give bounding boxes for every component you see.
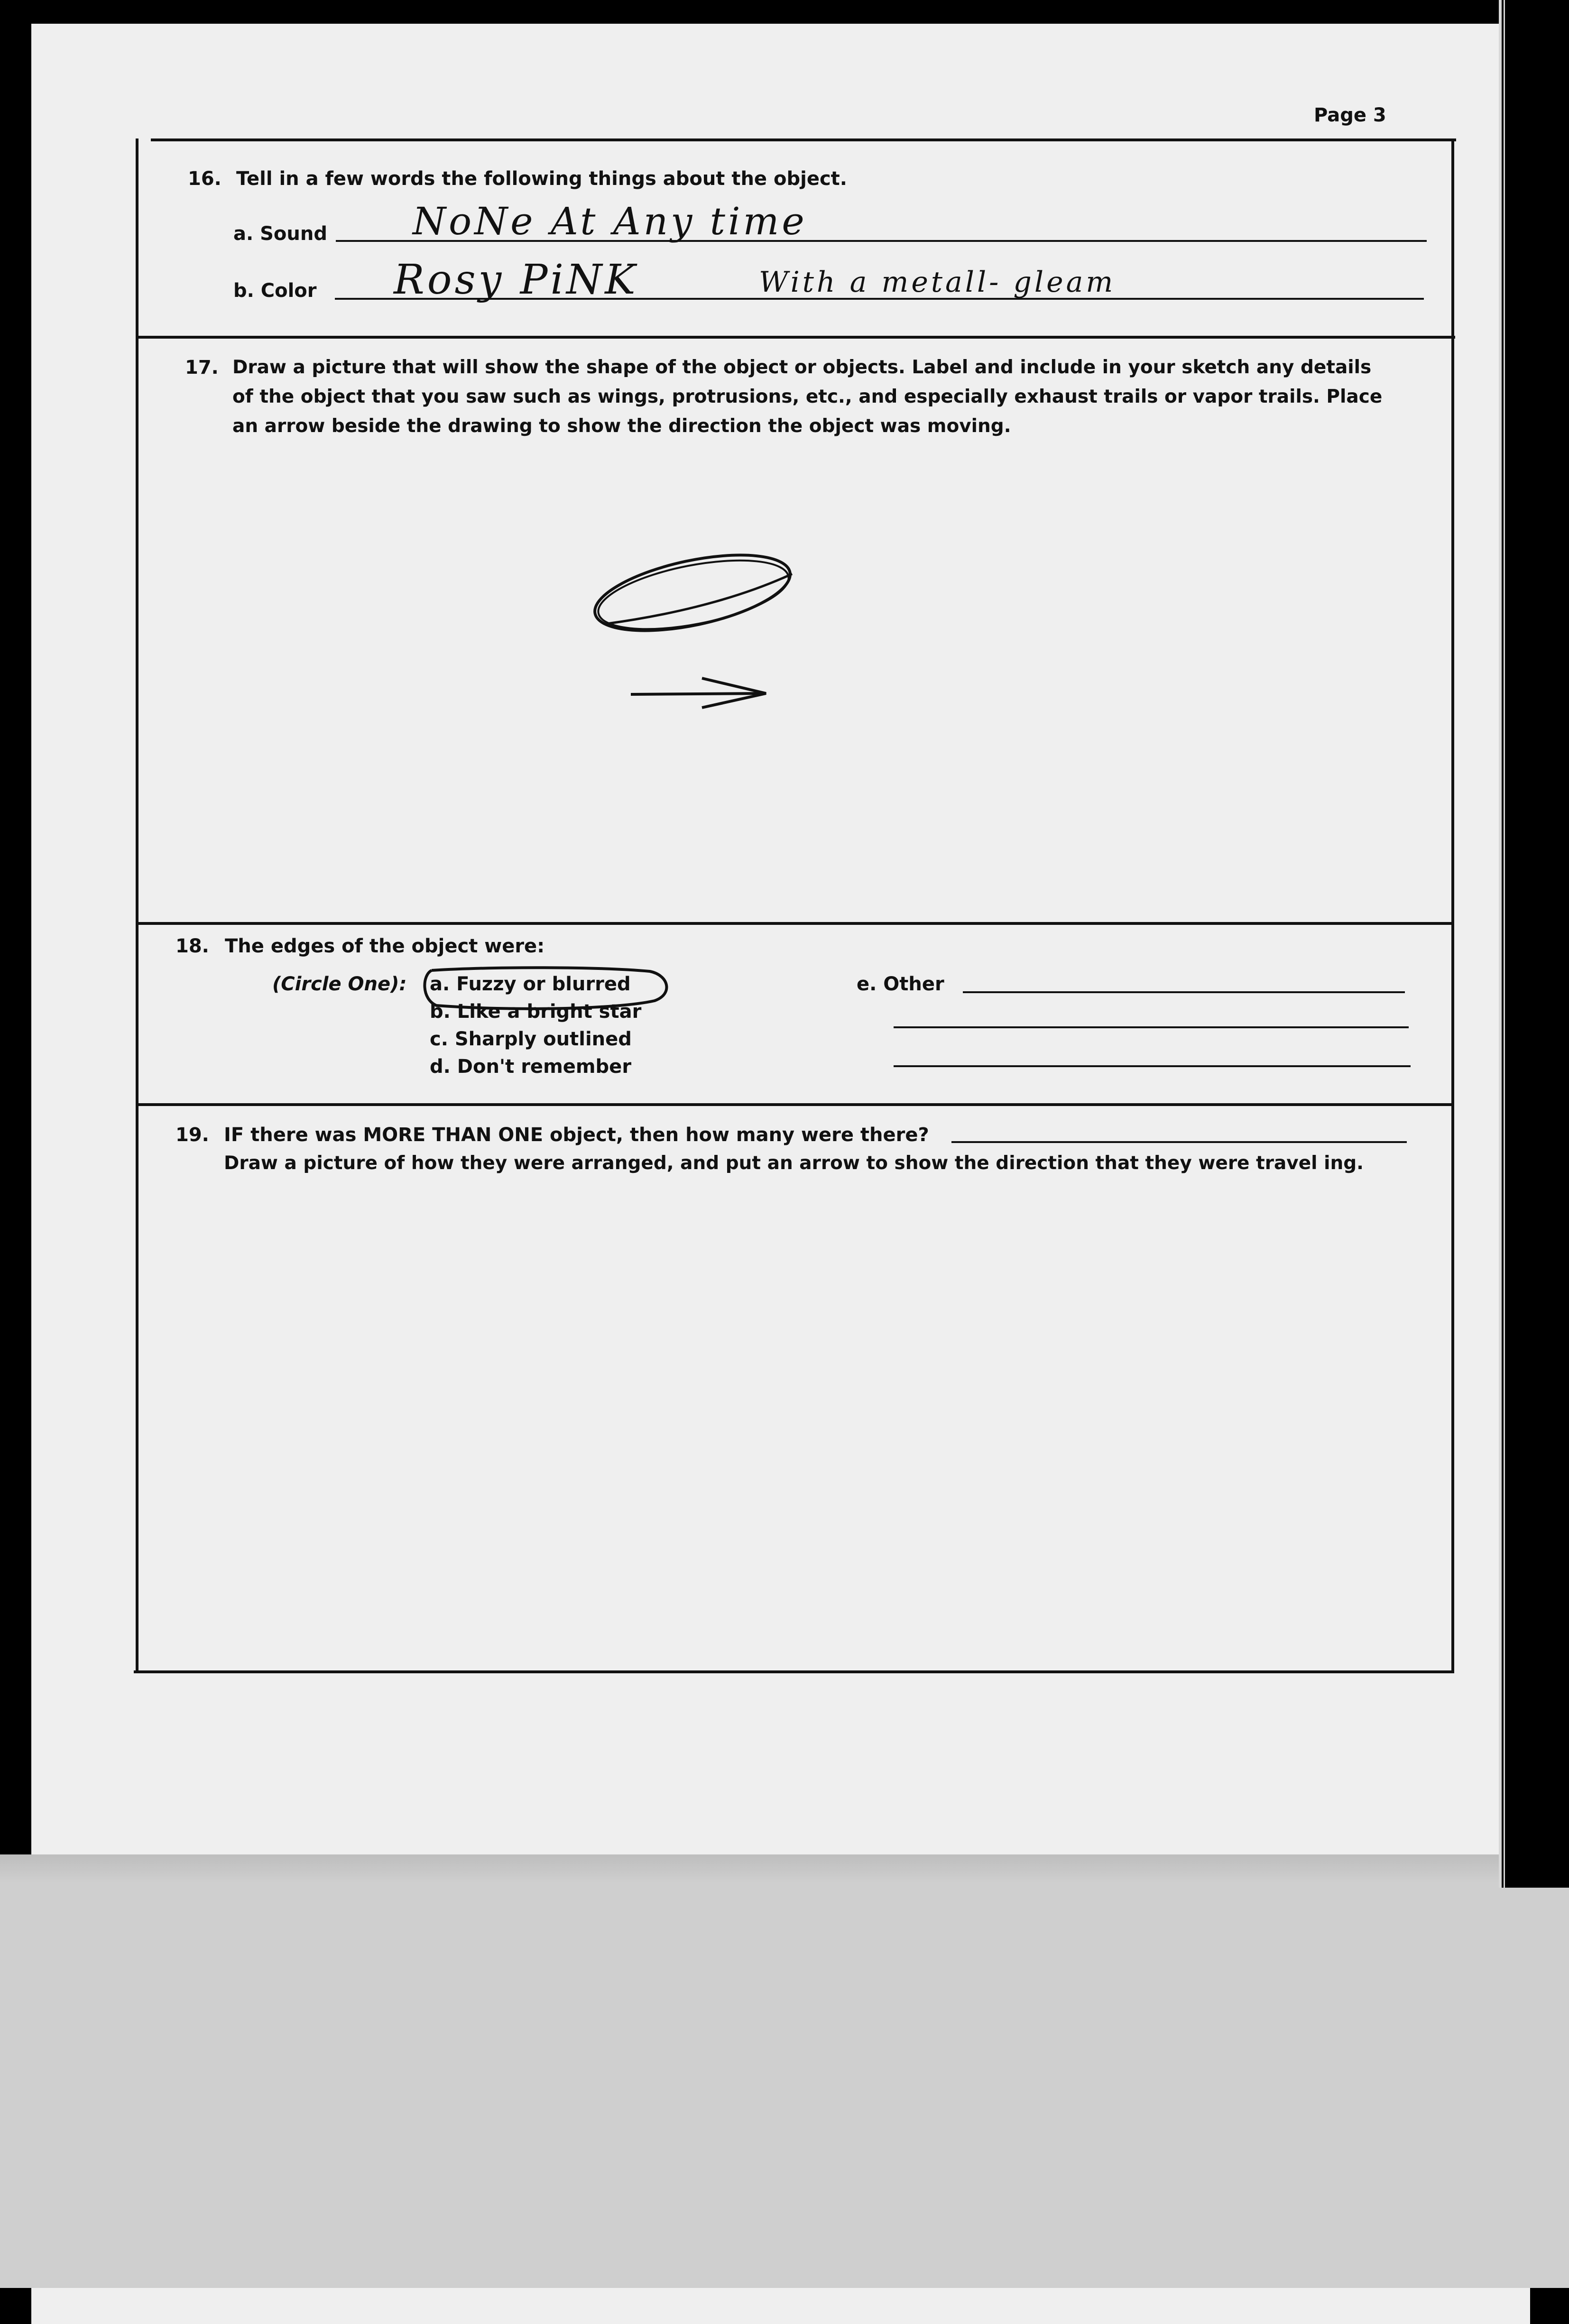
q18-other-label: e. Other <box>857 973 944 995</box>
q16-color-label: b. Color <box>233 280 317 302</box>
q18-option-c[interactable]: c. Sharply outlined <box>430 1028 632 1050</box>
form-bottom-border <box>134 1670 1452 1673</box>
q18-number: 18. <box>175 935 209 957</box>
q17-number: 17. <box>185 357 219 378</box>
saucer-shape <box>588 541 796 645</box>
saucer-shape-overstroke <box>593 547 794 642</box>
q17-line1: Draw a picture that will show the shape of the object or objects. Label and include in your sketch any details <box>232 357 1372 378</box>
q18-divider <box>137 1103 1453 1106</box>
q19-count-line[interactable] <box>951 1141 1407 1143</box>
q18-instruction: (Circle One): <box>272 973 407 995</box>
q18-prompt: The edges of the object were: <box>225 935 545 957</box>
q18-other-line-2[interactable] <box>894 1026 1409 1028</box>
circled-option-mark <box>417 966 674 1011</box>
q16-color-value[interactable]: Rosy PiNK <box>394 256 638 304</box>
q17-line2: of the object that you saw such as wings, protrusions, etc., and especially exhaust trails or vapor trails. Place <box>232 386 1383 407</box>
q19-number: 19. <box>175 1124 209 1146</box>
q16-prompt: Tell in a few words the following things about the object. <box>236 168 847 190</box>
q16-sound-label: a. Sound <box>233 223 327 245</box>
q18-option-b[interactable]: b. Like a bright star <box>430 1001 642 1023</box>
scan-right-margin <box>1499 0 1569 1888</box>
q17-line3: an arrow beside the drawing to show the direction the object was moving. <box>232 415 1011 437</box>
q16-sound-value[interactable]: NoNe At Any time <box>413 199 807 243</box>
q16-number: 16. <box>188 168 222 190</box>
q19-line2: Draw a picture of how they were arranged, and put an arrow to show the direction that they were travel ing. <box>224 1153 1364 1174</box>
direction-arrow-icon <box>631 673 773 716</box>
q18-other-line-3[interactable] <box>894 1065 1411 1067</box>
q16-color-value-2[interactable]: With a metall- gleam <box>759 266 1116 299</box>
object-sketch <box>588 545 816 650</box>
page-number: Page 3 <box>1314 104 1386 126</box>
q16-divider <box>138 336 1455 339</box>
q18-option-a[interactable]: a. Fuzzy or blurred <box>430 973 631 995</box>
q19-line1: IF there was MORE THAN ONE object, then how many were there? <box>224 1124 929 1146</box>
q18-option-d[interactable]: d. Don't remember <box>430 1056 632 1078</box>
q18-other-line-1[interactable] <box>963 991 1405 993</box>
scan-bottom-margin <box>0 1854 1569 2288</box>
q17-divider <box>138 922 1454 925</box>
